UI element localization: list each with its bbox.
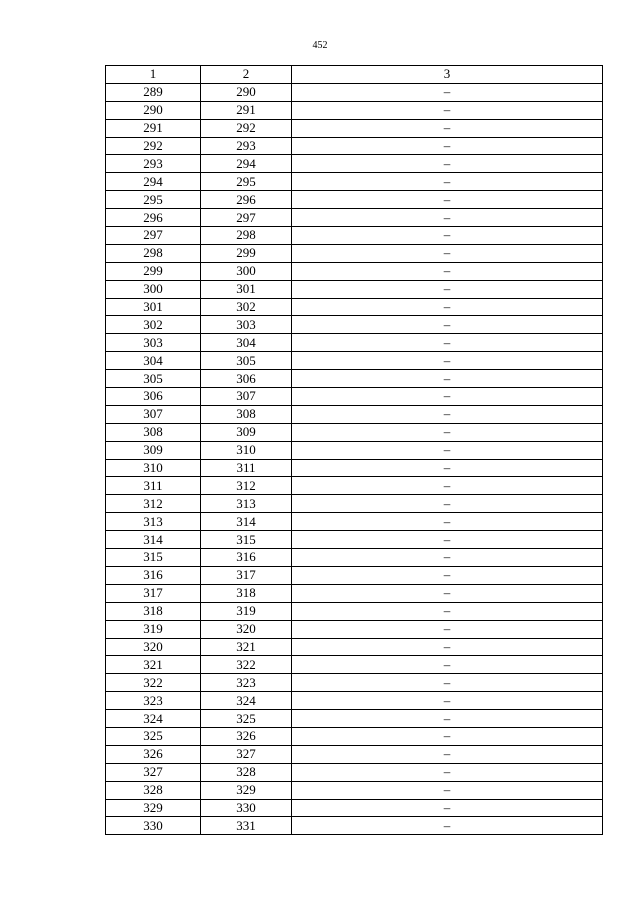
table-row (106, 388, 603, 406)
table-cell-col-2: 296 (201, 191, 292, 209)
table-row (106, 763, 603, 781)
table-cell-col-2: 306 (201, 370, 292, 388)
table-row (106, 692, 603, 710)
table-cell-col-1: 325 (106, 727, 201, 745)
column-header-3: 3 (292, 66, 603, 84)
table-cell-col-3: – (292, 513, 603, 531)
table-cell-col-1: 297 (106, 227, 201, 245)
table-cell-col-2: 300 (201, 262, 292, 280)
table-cell-col-2: 321 (201, 638, 292, 656)
table-row (106, 227, 603, 245)
table-cell-col-1: 294 (106, 173, 201, 191)
table-cell-col-2: 312 (201, 477, 292, 495)
table-cell-col-1: 307 (106, 405, 201, 423)
table-row (106, 566, 603, 584)
table-row (106, 638, 603, 656)
table-row (106, 352, 603, 370)
table-row (106, 209, 603, 227)
table-cell-col-1: 304 (106, 352, 201, 370)
table-cell-col-1: 328 (106, 781, 201, 799)
table-cell-col-3: – (292, 119, 603, 137)
table-row (106, 459, 603, 477)
table-row (106, 244, 603, 262)
table-cell-col-1: 300 (106, 280, 201, 298)
table-row (106, 674, 603, 692)
table-row (106, 119, 603, 137)
table-cell-col-1: 326 (106, 745, 201, 763)
table-row (106, 191, 603, 209)
table-cell-col-3: – (292, 280, 603, 298)
table-cell-col-3: – (292, 781, 603, 799)
table-cell-col-3: – (292, 656, 603, 674)
table-cell-col-3: – (292, 531, 603, 549)
table-cell-col-2: 307 (201, 388, 292, 406)
table-cell-col-3: – (292, 173, 603, 191)
table-row (106, 817, 603, 835)
table-cell-col-2: 331 (201, 817, 292, 835)
table-cell-col-1: 314 (106, 531, 201, 549)
table-cell-col-2: 324 (201, 692, 292, 710)
table-cell-col-3: – (292, 817, 603, 835)
table-cell-col-2: 322 (201, 656, 292, 674)
table-cell-col-1: 305 (106, 370, 201, 388)
table-cell-col-2: 314 (201, 513, 292, 531)
table-cell-col-2: 304 (201, 334, 292, 352)
table-cell-col-1: 324 (106, 710, 201, 728)
table-row (106, 423, 603, 441)
table-row (106, 262, 603, 280)
table-cell-col-1: 290 (106, 101, 201, 119)
data-table (105, 65, 603, 835)
table-row (106, 155, 603, 173)
table-cell-col-2: 305 (201, 352, 292, 370)
table-row (106, 316, 603, 334)
table-cell-col-3: – (292, 262, 603, 280)
table-cell-col-3: – (292, 763, 603, 781)
table-row (106, 495, 603, 513)
table-cell-col-3: – (292, 566, 603, 584)
table-cell-col-3: – (292, 244, 603, 262)
table-cell-col-2: 323 (201, 674, 292, 692)
table-row (106, 137, 603, 155)
table-cell-col-2: 318 (201, 584, 292, 602)
table-cell-col-2: 294 (201, 155, 292, 173)
table-cell-col-3: – (292, 155, 603, 173)
table-row (106, 441, 603, 459)
table-container (105, 65, 602, 835)
table-cell-col-1: 295 (106, 191, 201, 209)
table-cell-col-3: – (292, 101, 603, 119)
table-row (106, 727, 603, 745)
table-cell-col-2: 301 (201, 280, 292, 298)
table-cell-col-1: 296 (106, 209, 201, 227)
table-cell-col-1: 327 (106, 763, 201, 781)
table-cell-col-1: 318 (106, 602, 201, 620)
table-row (106, 602, 603, 620)
table-cell-col-2: 320 (201, 620, 292, 638)
table-row (106, 477, 603, 495)
table-cell-col-1: 313 (106, 513, 201, 531)
table-cell-col-2: 311 (201, 459, 292, 477)
table-cell-col-1: 312 (106, 495, 201, 513)
table-cell-col-2: 295 (201, 173, 292, 191)
table-cell-col-2: 292 (201, 119, 292, 137)
table-cell-col-1: 323 (106, 692, 201, 710)
table-cell-col-1: 311 (106, 477, 201, 495)
table-body (106, 83, 603, 834)
column-header-1: 1 (106, 66, 201, 84)
table-row (106, 173, 603, 191)
table-cell-col-1: 329 (106, 799, 201, 817)
table-row (106, 620, 603, 638)
table-row (106, 549, 603, 567)
table-row (106, 83, 603, 101)
table-cell-col-2: 298 (201, 227, 292, 245)
table-cell-col-1: 306 (106, 388, 201, 406)
table-cell-col-1: 309 (106, 441, 201, 459)
table-cell-col-3: – (292, 799, 603, 817)
table-cell-col-1: 303 (106, 334, 201, 352)
table-cell-col-1: 315 (106, 549, 201, 567)
table-cell-col-1: 316 (106, 566, 201, 584)
table-cell-col-1: 310 (106, 459, 201, 477)
table-cell-col-3: – (292, 334, 603, 352)
table-cell-col-2: 291 (201, 101, 292, 119)
table-cell-col-1: 289 (106, 83, 201, 101)
table-row (106, 405, 603, 423)
table-cell-col-2: 297 (201, 209, 292, 227)
table-cell-col-3: – (292, 227, 603, 245)
table-cell-col-3: – (292, 710, 603, 728)
table-cell-col-2: 293 (201, 137, 292, 155)
table-row (106, 781, 603, 799)
column-header-2: 2 (201, 66, 292, 84)
table-cell-col-1: 292 (106, 137, 201, 155)
table-cell-col-3: – (292, 727, 603, 745)
table-cell-col-3: – (292, 745, 603, 763)
table-cell-col-3: – (292, 388, 603, 406)
table-cell-col-2: 316 (201, 549, 292, 567)
table-cell-col-1: 302 (106, 316, 201, 334)
table-cell-col-3: – (292, 316, 603, 334)
table-cell-col-2: 330 (201, 799, 292, 817)
table-cell-col-3: – (292, 638, 603, 656)
table-cell-col-3: – (292, 191, 603, 209)
table-cell-col-3: – (292, 405, 603, 423)
table-row (106, 370, 603, 388)
table-cell-col-2: 327 (201, 745, 292, 763)
table-cell-col-3: – (292, 459, 603, 477)
table-cell-col-3: – (292, 495, 603, 513)
table-cell-col-1: 317 (106, 584, 201, 602)
table-cell-col-3: – (292, 137, 603, 155)
table-cell-col-1: 299 (106, 262, 201, 280)
table-cell-col-2: 328 (201, 763, 292, 781)
table-row (106, 298, 603, 316)
table-cell-col-1: 330 (106, 817, 201, 835)
table-cell-col-1: 291 (106, 119, 201, 137)
table-cell-col-3: – (292, 692, 603, 710)
table-row (106, 745, 603, 763)
table-cell-col-2: 302 (201, 298, 292, 316)
table-row (106, 584, 603, 602)
table-cell-col-2: 310 (201, 441, 292, 459)
table-row (106, 334, 603, 352)
table-cell-col-3: – (292, 298, 603, 316)
table-cell-col-3: – (292, 441, 603, 459)
table-row (106, 280, 603, 298)
table-cell-col-3: – (292, 674, 603, 692)
table-cell-col-3: – (292, 352, 603, 370)
table-cell-col-2: 325 (201, 710, 292, 728)
table-cell-col-3: – (292, 423, 603, 441)
table-row (106, 531, 603, 549)
table-cell-col-3: – (292, 370, 603, 388)
table-cell-col-3: – (292, 209, 603, 227)
table-cell-col-1: 321 (106, 656, 201, 674)
table-row (106, 710, 603, 728)
table-cell-col-2: 303 (201, 316, 292, 334)
table-cell-col-1: 319 (106, 620, 201, 638)
table-cell-col-1: 308 (106, 423, 201, 441)
table-cell-col-2: 290 (201, 83, 292, 101)
header-row (106, 66, 603, 84)
table-row (106, 513, 603, 531)
table-cell-col-2: 309 (201, 423, 292, 441)
table-cell-col-1: 298 (106, 244, 201, 262)
table-cell-col-2: 317 (201, 566, 292, 584)
table-row (106, 101, 603, 119)
table-row (106, 799, 603, 817)
table-cell-col-2: 313 (201, 495, 292, 513)
table-cell-col-2: 326 (201, 727, 292, 745)
table-cell-col-1: 293 (106, 155, 201, 173)
table-cell-col-2: 315 (201, 531, 292, 549)
table-cell-col-3: – (292, 83, 603, 101)
page-number: 452 (312, 40, 328, 51)
table-cell-col-2: 329 (201, 781, 292, 799)
table-cell-col-2: 319 (201, 602, 292, 620)
table-cell-col-3: – (292, 549, 603, 567)
table-cell-col-3: – (292, 620, 603, 638)
table-cell-col-1: 320 (106, 638, 201, 656)
table-cell-col-3: – (292, 602, 603, 620)
table-cell-col-2: 299 (201, 244, 292, 262)
table-cell-col-3: – (292, 477, 603, 495)
table-cell-col-1: 322 (106, 674, 201, 692)
table-cell-col-3: – (292, 584, 603, 602)
table-row (106, 656, 603, 674)
table-cell-col-2: 308 (201, 405, 292, 423)
table-cell-col-1: 301 (106, 298, 201, 316)
